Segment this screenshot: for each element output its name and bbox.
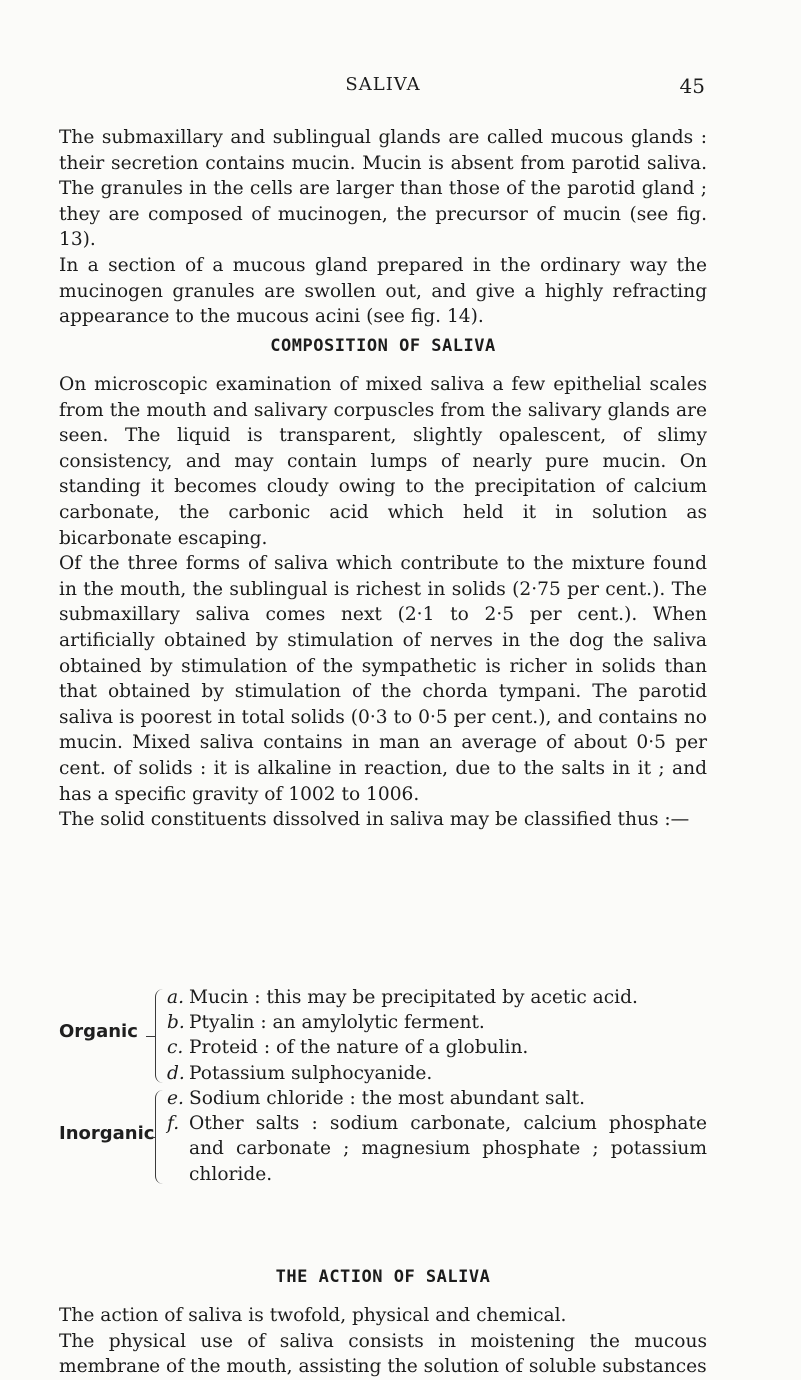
paragraph: The physical use of saliva consists in moistening the mucous membrane of the mouth, assisting the solution of soluble substances (59, 1330, 707, 1378)
paragraph: The submaxillary and sublingual glands are called mucous glands : their secretion contains mucin. Mucin is absent from parotid saliva. The granules in the cells are larger than those of the parotid gland ; they are composed of mucinogen, the precursor of mucin (see fig. 13). (59, 127, 707, 251)
list-item (167, 1010, 707, 1035)
item-text: Potassium sulphocyanide. (189, 1062, 433, 1084)
running-title: SALIVA (345, 74, 421, 95)
section-heading-action: THE ACTION OF SALIVA (275, 1267, 491, 1287)
list-item (167, 1061, 707, 1086)
inorganic-items (167, 1086, 707, 1187)
item-text: Mucin : this may be precipitated by acetic acid. (189, 987, 638, 1008)
page-number: 45 (679, 74, 705, 98)
list-item (167, 1035, 707, 1060)
organic-group (59, 985, 707, 1086)
paragraph: The solid constituents dissolved in saliva may be classified thus :— (59, 809, 690, 831)
action-text (59, 1303, 707, 1380)
section-heading-composition: COMPOSITION OF SALIVA (270, 336, 496, 356)
organic-items (167, 985, 707, 1086)
paragraph: In a section of a mucous gland prepared in the ordinary way the mucinogen granules are swollen out, and give a highly refracting appearance to the mucous acini (see fig. 14). (59, 254, 707, 328)
inorganic-label: Inorganic (59, 1123, 155, 1144)
intro-text (59, 125, 707, 330)
item-letter: a. (167, 987, 184, 1008)
paragraph: On microscopic examination of mixed saliva a few epithelial scales from the mouth and salivary corpuscles from the salivary glands are seen. The liquid is transparent, slightly opalescent, of slimy consistency, and may contain lumps of nearly pure mucin. On standing it becomes cloudy owing to the precipitation of calcium carbonate, the carbonic acid which held it in solution as bicarbonate escaping. (59, 374, 707, 549)
composition-text (59, 372, 707, 833)
item-text: Ptyalin : an amylolytic ferment. (189, 1012, 485, 1034)
item-letter: c. (167, 1037, 184, 1059)
item-letter: b. (167, 1012, 185, 1034)
running-head (61, 74, 705, 106)
list-item (167, 985, 707, 1010)
paragraph: Of the three forms of saliva which contribute to the mixture found in the mouth, the sublingual is richest in solids (2·75 per cent.). The submaxillary saliva comes next (2·1 to 2·5 per cent.). When artificially obtained by stimulation of nerves in the dog the saliva obtained by stimulation of the sympathetic is richer in solids than that obtained by stimulation of the chorda tympani. The parotid saliva is poorest in total solids (0·3 to 0·5 per cent.), and contains no mucin. Mixed saliva contains in man an average of about 0·5 per cent. of solids : it is alkaline in reaction, due to the salts in it ; and has a specific gravity of 1002 to 1006. (59, 553, 707, 805)
paragraph: The action of saliva is twofold, physical and chemical. (59, 1305, 567, 1326)
item-text: Sodium chloride : the most abundant salt. (189, 1088, 586, 1109)
brace (155, 989, 166, 1083)
item-letter: d. (167, 1062, 185, 1084)
inorganic-group (59, 1086, 707, 1187)
item-letter: e. (167, 1088, 184, 1109)
organic-label: Organic (59, 1021, 138, 1042)
item-letter: f. (167, 1113, 180, 1135)
brace (155, 1090, 166, 1184)
list-item (167, 1111, 707, 1187)
item-text: Other salts : sodium carbonate, calcium phosphate and carbonate ; magnesium phosphate ; potassium chloride. (189, 1113, 707, 1185)
list-item (167, 1086, 707, 1111)
item-text: Proteid : of the nature of a globulin. (189, 1037, 529, 1059)
